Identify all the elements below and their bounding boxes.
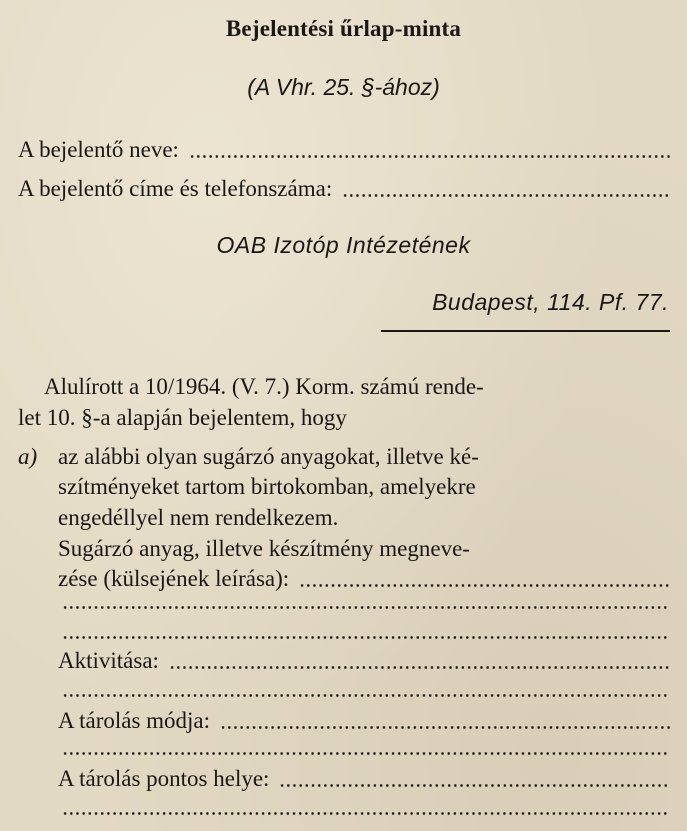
item-a-line-1: az alábbi olyan sugárzó anyagokat, illetve ké- [58,444,479,469]
activity-field[interactable] [58,648,670,674]
storage-method-field-dotted-blank[interactable] [220,726,670,729]
item-a-line-3: engedéllyel nem rendelkezem. [58,505,339,530]
form-subtitle: (A Vhr. 25. §-ához) [247,74,440,100]
activity-field-label: Aktivitása: [58,648,159,673]
storage-location-extra-line[interactable] [62,812,670,815]
activity-field-dotted-blank[interactable] [169,666,670,669]
description-field[interactable] [58,566,670,592]
name-field[interactable] [18,137,670,163]
intro-line-2: let 10. §-a alapján bejelentem, hogy [18,405,347,430]
address-phone-field-dotted-blank[interactable] [342,194,670,197]
address-underline [381,330,670,332]
storage-method-extra-line[interactable] [62,752,670,755]
storage-location-field[interactable] [58,766,670,792]
description-extra-line-1[interactable] [62,606,670,609]
form-title: Bejelentési űrlap-minta [225,16,462,41]
intro-line-1: Alulírott a 10/1964. (V. 7.) Korm. számú rende- [44,374,484,399]
activity-extra-line[interactable] [62,694,670,697]
description-field-label: zése (külsejének leírása): [58,566,290,591]
storage-method-field[interactable] [58,708,670,734]
item-a-line-4: Sugárzó anyag, illetve készítmény megneve- [58,536,470,561]
storage-location-field-label: A tárolás pontos helye: [58,766,270,791]
item-a-line-2: szítményeket tartom birtokomban, amelyekre [58,474,476,499]
address-phone-field-label: A bejelentő címe és telefonszáma: [18,176,333,201]
address-phone-field[interactable] [18,176,670,202]
description-extra-line-2[interactable] [62,636,670,639]
name-field-label: A bejelentő neve: [18,137,179,162]
storage-location-field-dotted-blank[interactable] [279,784,670,787]
addressee-institute: OAB Izotóp Intézetének [216,232,471,258]
item-a-marker: a) [18,444,38,469]
storage-method-field-label: A tárolás módja: [58,708,211,733]
name-field-dotted-blank[interactable] [189,155,670,158]
addressee-address: Budapest, 114. Pf. 77. [432,289,669,315]
description-field-dotted-blank[interactable] [299,584,670,587]
